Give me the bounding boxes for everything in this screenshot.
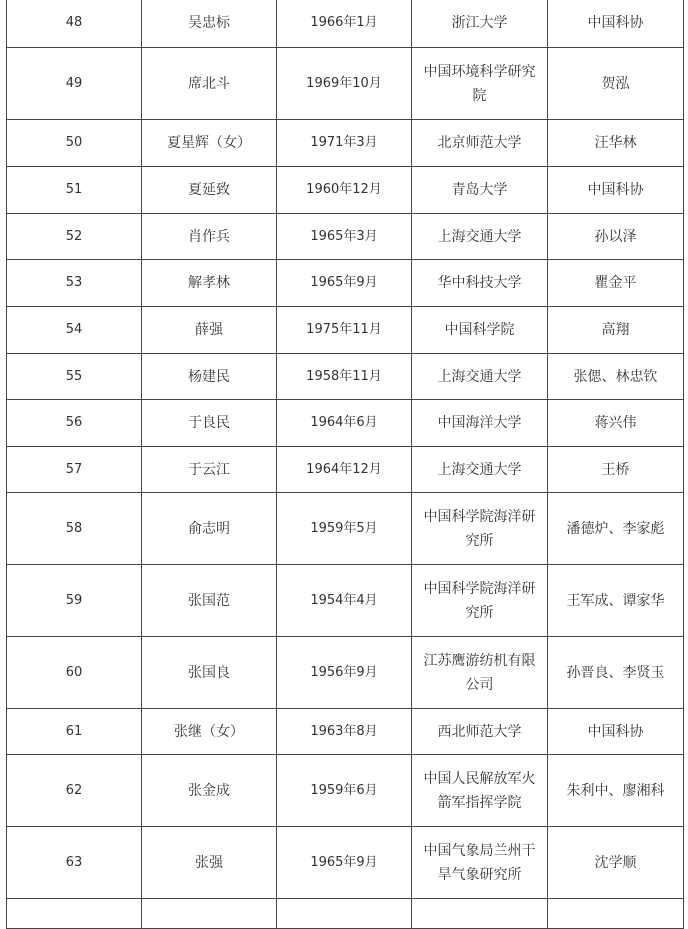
birth-date: 1960年12月: [277, 167, 412, 214]
work-unit: 青岛大学: [412, 167, 548, 214]
birth-date: 1969年10月: [277, 48, 412, 120]
table-row: [7, 709, 684, 755]
row-number: 56: [7, 400, 142, 447]
recommender: 孙以泽: [548, 214, 684, 260]
recommender: 沈学顺: [548, 827, 684, 899]
birth-date: 1956年9月: [277, 637, 412, 709]
recommender: 潘德炉、李家彪: [548, 493, 684, 565]
row-number: 55: [7, 354, 142, 400]
person-name: 席北斗: [142, 48, 277, 120]
birth-date: 1966年1月: [277, 0, 412, 48]
birth-date: 1954年4月: [277, 565, 412, 637]
table-row: [7, 260, 684, 307]
row-number: 57: [7, 447, 142, 493]
table-row: [7, 637, 684, 709]
row-number: 60: [7, 637, 142, 709]
work-unit: 中国科学院海洋研究所: [412, 565, 548, 637]
row-number: [7, 899, 142, 929]
table-row: [7, 354, 684, 400]
table-row: [7, 0, 684, 48]
birth-date: 1963年8月: [277, 709, 412, 755]
birth-date: 1958年11月: [277, 354, 412, 400]
birth-date: 1964年12月: [277, 447, 412, 493]
recommender: 中国科协: [548, 167, 684, 214]
birth-date: 1971年3月: [277, 120, 412, 167]
birth-date: [277, 899, 412, 929]
work-unit: 中国环境科学研究院: [412, 48, 548, 120]
person-name: 张国良: [142, 637, 277, 709]
row-number: 54: [7, 307, 142, 354]
recommender: 孙晋良、李贤玉: [548, 637, 684, 709]
person-name: 俞志明: [142, 493, 277, 565]
work-unit: 中国气象局兰州干旱气象研究所: [412, 827, 548, 899]
table-row: [7, 307, 684, 354]
work-unit: 华中科技大学: [412, 260, 548, 307]
person-name: 吴忠标: [142, 0, 277, 48]
recommender: 高翔: [548, 307, 684, 354]
work-unit: 浙江大学: [412, 0, 548, 48]
recommender: 中国科协: [548, 0, 684, 48]
table-row: [7, 167, 684, 214]
birth-date: 1965年3月: [277, 214, 412, 260]
recommender: 朱利中、廖湘科: [548, 755, 684, 827]
recommender: 汪华林: [548, 120, 684, 167]
table-row: [7, 447, 684, 493]
recommender: 贺泓: [548, 48, 684, 120]
birth-date: 1959年6月: [277, 755, 412, 827]
work-unit: 北京师范大学: [412, 120, 548, 167]
table-row: [7, 827, 684, 899]
row-number: 51: [7, 167, 142, 214]
person-name: 张强: [142, 827, 277, 899]
row-number: 48: [7, 0, 142, 48]
person-name: 夏星辉（女）: [142, 120, 277, 167]
table-row: [7, 120, 684, 167]
person-name: 杨建民: [142, 354, 277, 400]
work-unit: 江苏鹰游纺机有限公司: [412, 637, 548, 709]
birth-date: 1959年5月: [277, 493, 412, 565]
birth-date: 1965年9月: [277, 260, 412, 307]
person-name: 张金成: [142, 755, 277, 827]
table-row: [7, 899, 684, 929]
person-name: 张继（女）: [142, 709, 277, 755]
row-number: 52: [7, 214, 142, 260]
birth-date: 1965年9月: [277, 827, 412, 899]
work-unit: 中国人民解放军火箭军指挥学院: [412, 755, 548, 827]
row-number: 62: [7, 755, 142, 827]
work-unit: 上海交通大学: [412, 214, 548, 260]
row-number: 53: [7, 260, 142, 307]
birth-date: 1975年11月: [277, 307, 412, 354]
work-unit: 西北师范大学: [412, 709, 548, 755]
person-name: 肖作兵: [142, 214, 277, 260]
work-unit: 上海交通大学: [412, 354, 548, 400]
table-row: [7, 565, 684, 637]
recommender: 王桥: [548, 447, 684, 493]
recommender: 蒋兴伟: [548, 400, 684, 447]
table-row: [7, 214, 684, 260]
person-name: [142, 899, 277, 929]
recommender: 张偲、林忠钦: [548, 354, 684, 400]
row-number: 50: [7, 120, 142, 167]
person-name: 解孝林: [142, 260, 277, 307]
person-name: 夏延致: [142, 167, 277, 214]
row-number: 49: [7, 48, 142, 120]
row-number: 58: [7, 493, 142, 565]
table-row: [7, 48, 684, 120]
person-name: 张国范: [142, 565, 277, 637]
person-name: 薛强: [142, 307, 277, 354]
row-number: 63: [7, 827, 142, 899]
work-unit: 中国海洋大学: [412, 400, 548, 447]
row-number: 61: [7, 709, 142, 755]
work-unit: 中国科学院海洋研究所: [412, 493, 548, 565]
work-unit: 上海交通大学: [412, 447, 548, 493]
recommender: 王军成、谭家华: [548, 565, 684, 637]
person-name: 于云江: [142, 447, 277, 493]
roster-table-body: [7, 0, 684, 929]
table-row: [7, 755, 684, 827]
work-unit: [412, 899, 548, 929]
birth-date: 1964年6月: [277, 400, 412, 447]
table-row: [7, 400, 684, 447]
roster-table: [6, 0, 684, 929]
recommender: 瞿金平: [548, 260, 684, 307]
table-row: [7, 493, 684, 565]
row-number: 59: [7, 565, 142, 637]
recommender: [548, 899, 684, 929]
work-unit: 中国科学院: [412, 307, 548, 354]
person-name: 于良民: [142, 400, 277, 447]
recommender: 中国科协: [548, 709, 684, 755]
